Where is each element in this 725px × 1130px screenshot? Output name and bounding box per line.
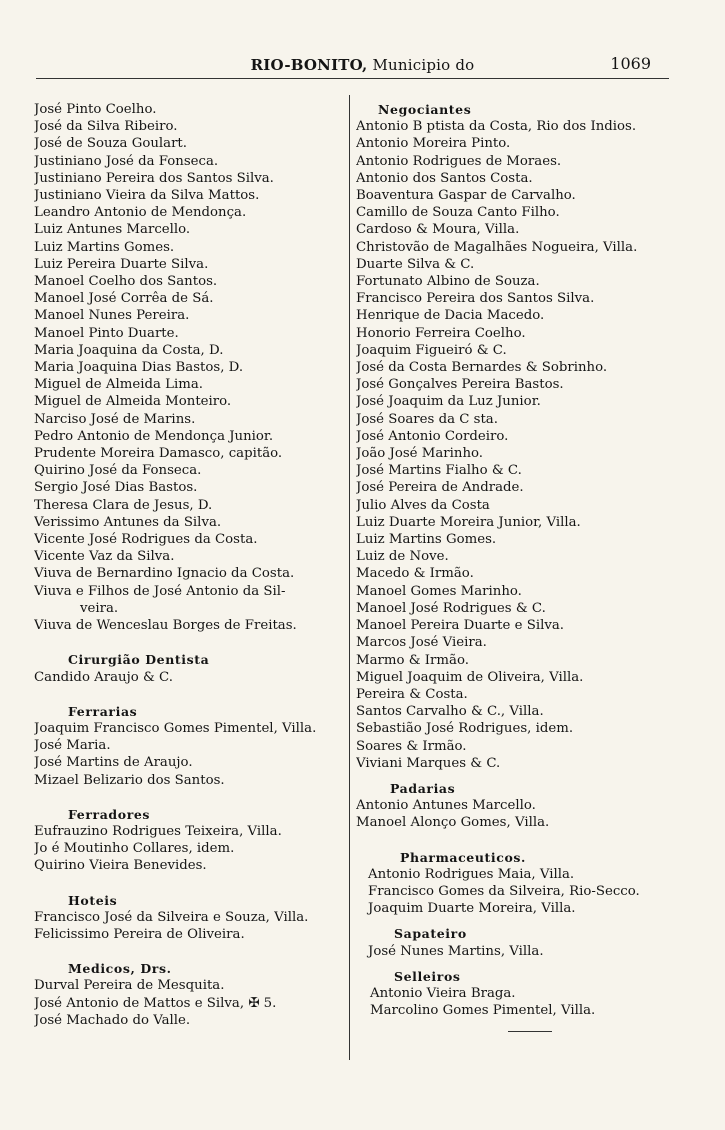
list-item: Maria Joaquina Dias Bastos, D. [34, 360, 244, 376]
list-item: Luiz de Nove. [356, 549, 449, 565]
header-suffix: Municipio do [372, 56, 475, 74]
list-item: Viviani Marques & C. [356, 755, 501, 771]
list-item: Justiniano José da Fonseca. [34, 153, 219, 169]
list-item: Eufrauzino Rodrigues Teixeira, Villa. [34, 823, 282, 839]
list-item: Prudente Moreira Damasco, capitão. [34, 446, 283, 462]
list-item: Cardoso & Moura, Villa. [356, 222, 520, 238]
list-item: Manoel José Rodrigues & C. [356, 600, 546, 616]
list-item: José Gonçalves Pereira Bastos. [356, 377, 564, 393]
section-ferradores [34, 806, 356, 875]
list-item: Boaventura Gaspar de Carvalho. [356, 188, 576, 204]
section-hoteis [34, 892, 356, 944]
list-item: Vicente Vaz da Silva. [34, 549, 175, 565]
section-heading: Cirurgião Dentista [68, 652, 210, 668]
section-heading: Padarias [390, 780, 456, 796]
end-rule [508, 1031, 552, 1032]
left-column [34, 101, 356, 1029]
section-negociantes [356, 101, 678, 772]
list-item: José Pinto Coelho. [34, 102, 157, 117]
page-header [0, 56, 725, 80]
list-item: Mizael Belizario dos Santos. [34, 772, 225, 788]
list-item: Maria Joaquina da Costa, D. [34, 342, 224, 358]
section-sapateiro [356, 925, 678, 959]
section-heading: Medicos, Drs. [68, 961, 172, 977]
list-item: Sergio José Dias Bastos. [34, 480, 198, 496]
list-item: Luiz Pereira Duarte Silva. [34, 256, 209, 272]
list-item: Justiniano Pereira dos Santos Silva. [34, 170, 274, 186]
list-item: Miguel Joaquim de Oliveira, Villa. [356, 669, 584, 685]
list-item: José Martins de Araujo. [34, 755, 193, 771]
list-item: Christovão de Magalhães Nogueira, Villa. [356, 239, 638, 255]
list-item: Narciso José de Marins. [34, 411, 196, 427]
residents-list [34, 101, 356, 634]
list-item: Luiz Martins Gomes. [356, 532, 497, 548]
list-item: Marmo & Irmão. [356, 652, 469, 668]
list-item: Manoel José Corrêa de Sá. [34, 291, 214, 307]
section-heading: Negociantes [378, 102, 472, 117]
list-item: Pereira & Costa. [356, 686, 468, 702]
list-item: Soares & Irmão. [356, 738, 467, 754]
list-item: José Maria. [34, 738, 111, 754]
list-item: José Antonio Cordeiro. [356, 428, 509, 444]
section-heading: Ferradores [68, 806, 151, 822]
list-item: Antonio Rodrigues de Moraes. [356, 153, 562, 169]
list-item: Candido Araujo & C. [34, 669, 173, 685]
list-item: Viuva de Wenceslau Borges de Freitas. [34, 618, 297, 634]
list-item: José Martins Fialho & C. [356, 463, 522, 479]
section-medicos [34, 960, 356, 1029]
list-item: Santos Carvalho & C., Villa. [356, 704, 544, 720]
list-item: José Soares da C sta. [356, 411, 498, 427]
list-item: Luiz Duarte Moreira Junior, Villa. [356, 514, 581, 530]
list-item: Antonio Antunes Marcello. [356, 798, 536, 814]
list-item: Francisco Gomes da Silveira, Rio-Secco. [368, 883, 640, 899]
list-item: Henrique de Dacia Macedo. [356, 308, 545, 324]
section-heading: Sapateiro [394, 926, 467, 942]
list-item: Manoel Alonço Gomes, Villa. [356, 815, 550, 831]
right-column [356, 101, 678, 1032]
list-item: Quirino Vieira Benevides. [34, 858, 207, 874]
list-item: Francisco Pereira dos Santos Silva. [356, 291, 595, 307]
section-selleiros [356, 968, 678, 1020]
list-item: Felicissimo Pereira de Oliveira. [34, 926, 245, 942]
list-item: Macedo & Irmão. [356, 566, 474, 582]
list-item: João José Marinho. [356, 446, 484, 462]
list-item: Theresa Clara de Jesus, D. [34, 497, 213, 513]
list-item: José Nunes Martins, Villa. [368, 943, 544, 959]
list-item: Justiniano Vieira da Silva Mattos. [34, 188, 260, 204]
list-item: Duarte Silva & C. [356, 256, 475, 272]
list-item: Manoel Pinto Duarte. [34, 325, 179, 341]
section-ferrarias [34, 703, 356, 789]
list-item: Sebastião José Rodrigues, idem. [356, 721, 574, 737]
list-item: José Joaquim da Luz Junior. [356, 394, 541, 410]
section-pharmaceuticos [356, 849, 678, 918]
list-item: Quirino José da Fonseca. [34, 463, 202, 479]
list-item: Antonio Moreira Pinto. [356, 136, 511, 152]
list-item: Fortunato Albino de Souza. [356, 274, 540, 290]
list-item: Francisco José da Silveira e Souza, Villa. [34, 909, 309, 925]
list-item: Luiz Antunes Marcello. [34, 222, 191, 238]
list-item: Durval Pereira de Mesquita. [34, 978, 225, 994]
list-item: Antonio Vieira Braga. [370, 985, 516, 1001]
section-heading: Selleiros [394, 968, 461, 984]
list-item: Miguel de Almeida Lima. [34, 377, 203, 393]
list-item: Antonio Rodrigues Maia, Villa. [368, 866, 575, 882]
list-item: José Machado do Valle. [34, 1012, 191, 1028]
list-item: Honorio Ferreira Coelho. [356, 325, 526, 341]
list-item: José de Souza Goulart. [34, 136, 187, 152]
list-item: Antonio dos Santos Costa. [356, 170, 533, 186]
list-item: Julio Alves da Costa [356, 497, 490, 513]
list-item: Viuva e Filhos de José Antonio da Sil- [34, 583, 286, 599]
list-item: Luiz Martins Gomes. [34, 239, 175, 255]
list-item: Manoel Gomes Marinho. [356, 583, 522, 599]
list-item: Miguel de Almeida Monteiro. [34, 394, 232, 410]
list-item: Marcos José Vieira. [356, 635, 487, 651]
list-item: Manoel Nunes Pereira. [34, 308, 190, 324]
list-item: Camillo de Souza Canto Filho. [356, 205, 560, 221]
list-item: Antonio B ptista da Costa, Rio dos Indios. [356, 119, 637, 135]
list-item-continuation: veira. [80, 600, 119, 616]
list-item: Joaquim Francisco Gomes Pimentel, Villa. [34, 720, 317, 736]
list-item: Vicente José Rodrigues da Costa. [34, 532, 258, 548]
section-heading: Ferrarias [68, 703, 138, 719]
list-item: Leandro Antonio de Mendonça. [34, 205, 247, 221]
section-cirurgiao-dentista [34, 651, 356, 685]
header-city: RIO-BONITO, [250, 56, 368, 74]
page-number: 1069 [610, 54, 651, 73]
list-item: Marcolino Gomes Pimentel, Villa. [370, 1003, 596, 1019]
header-rule [36, 78, 669, 79]
list-item: Viuva de Bernardino Ignacio da Costa. [34, 566, 295, 582]
list-item: Verissimo Antunes da Silva. [34, 514, 222, 530]
list-item: Pedro Antonio de Mendonça Junior. [34, 428, 274, 444]
list-item: Manoel Pereira Duarte e Silva. [356, 618, 564, 634]
list-item: Jo é Moutinho Collares, idem. [34, 841, 235, 857]
section-heading: Pharmaceuticos. [400, 849, 527, 865]
list-item: José Pereira de Andrade. [356, 480, 524, 496]
list-item: José da Silva Ribeiro. [34, 119, 178, 135]
section-heading: Hoteis [68, 892, 118, 908]
section-padarias [356, 780, 678, 832]
list-item: Joaquim Figueiró & C. [356, 342, 507, 358]
list-item: Joaquim Duarte Moreira, Villa. [368, 901, 576, 917]
list-item: Manoel Coelho dos Santos. [34, 274, 218, 290]
list-item: José da Costa Bernardes & Sobrinho. [356, 360, 608, 376]
list-item: José Antonio de Mattos e Silva, ✠ 5. [34, 995, 277, 1011]
